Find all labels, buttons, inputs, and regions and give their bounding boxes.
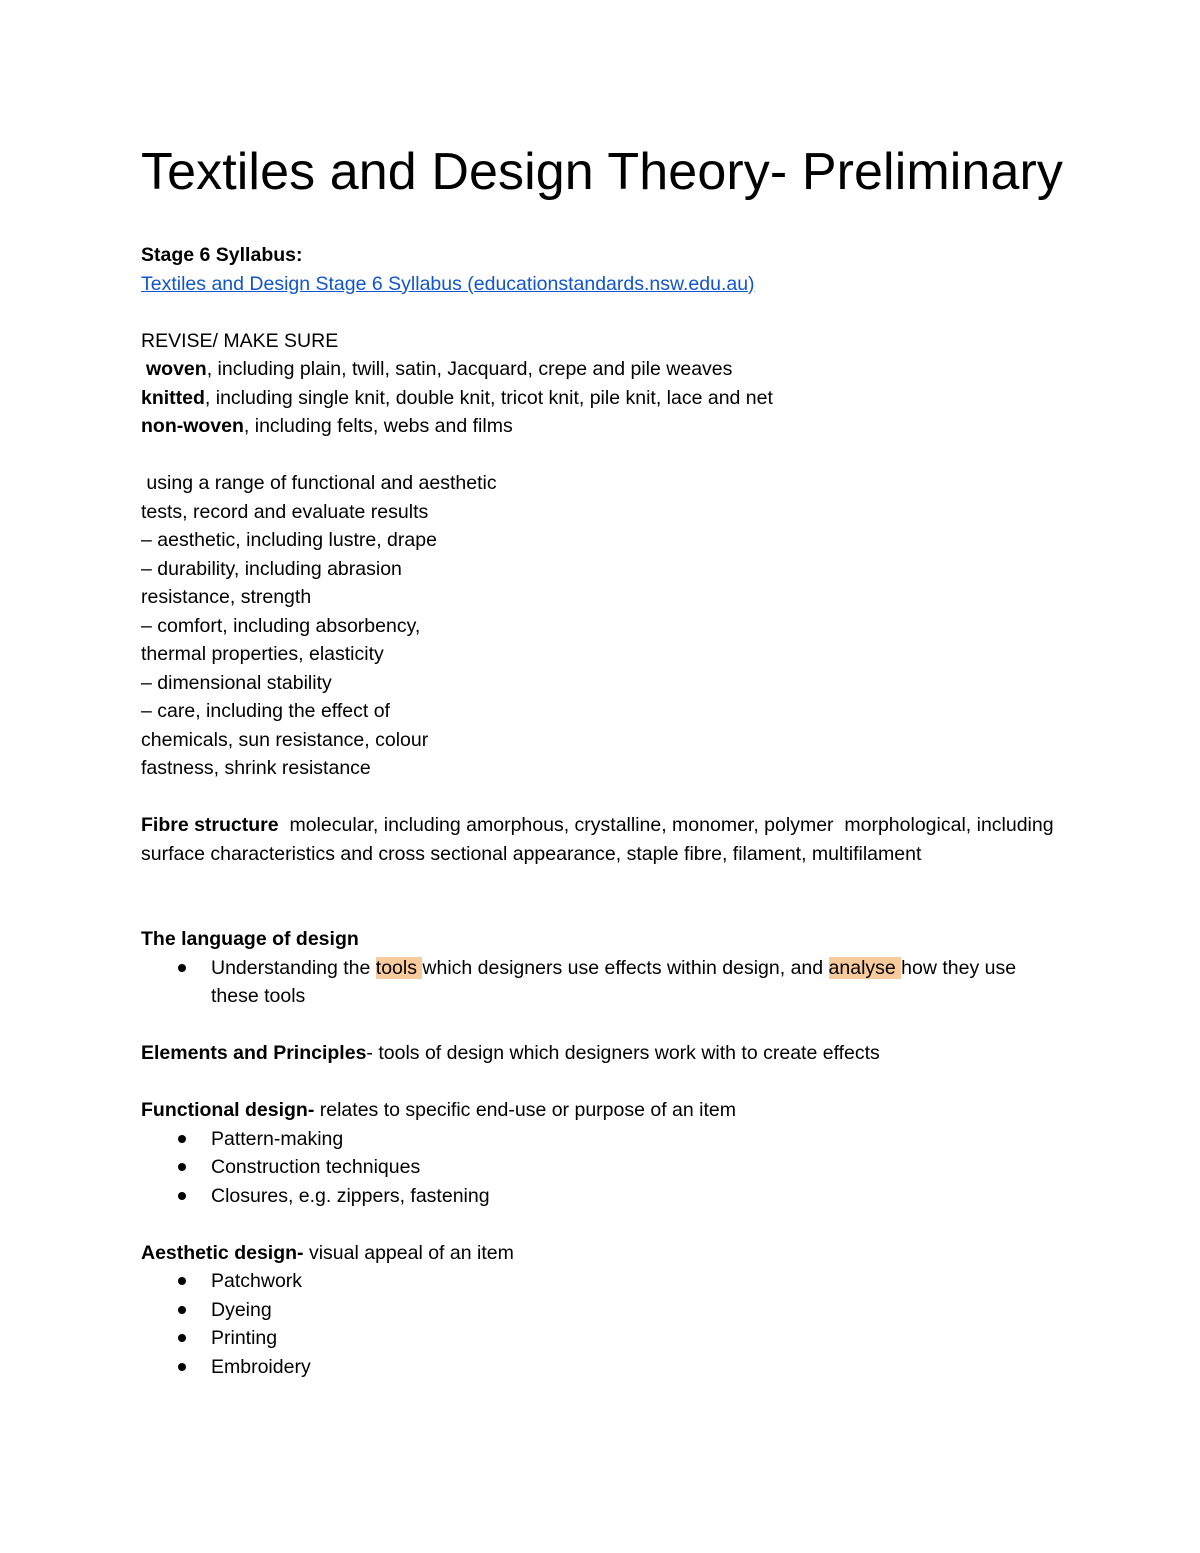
list-text: Understanding the (211, 956, 376, 979)
revise-item-knitted (141, 384, 1081, 413)
revise-item-non-woven (141, 412, 1081, 441)
bullet-icon (178, 1277, 186, 1285)
bullet-icon (178, 1363, 186, 1371)
bullet-icon (178, 1163, 186, 1171)
list-text: which designers use effects within design, and (422, 956, 829, 979)
list-text: Printing (211, 1327, 278, 1349)
fibre-paragraph (141, 811, 1066, 868)
bullet-icon (178, 1306, 186, 1314)
language-list (141, 954, 1081, 1011)
list-item (141, 1125, 1081, 1154)
bullet-icon (178, 1135, 186, 1143)
aesthetic-term: Aesthetic design- (141, 1241, 304, 1264)
revise-term: non-woven (141, 415, 244, 437)
syllabus-link[interactable]: Textiles and Design Stage 6 Syllabus (educationstandards.nsw.edu.au) (141, 272, 755, 295)
aesthetic-text: visual appeal of an item (303, 1241, 514, 1264)
list-item (141, 954, 1031, 1011)
list-item (141, 1182, 1081, 1211)
tests-line: thermal properties, elasticity (141, 643, 384, 665)
revise-item-woven (141, 355, 1081, 384)
language-heading: The language of design (141, 928, 359, 950)
revise-text: , including single knit, double knit, tricot knit, pile knit, lace and net (204, 386, 773, 409)
tests-line: fastness, shrink resistance (141, 757, 371, 779)
bullet-icon (178, 964, 186, 972)
functional-text: relates to specific end-use or purpose of an item (314, 1099, 736, 1121)
list-text: Closures, e.g. zippers, fastening (211, 1184, 490, 1207)
tests-line: – comfort, including absorbency, (141, 614, 421, 637)
tests-line: tests, record and evaluate results (141, 500, 429, 523)
revise-term: knitted (141, 386, 205, 409)
revise-heading: REVISE/ MAKE SURE (141, 329, 339, 352)
tests-line: – care, including the effect of (141, 700, 390, 722)
bullet-icon (178, 1334, 186, 1342)
elements-term: Elements and Principles (141, 1042, 367, 1064)
list-item (141, 1296, 1081, 1325)
revise-text: , including plain, twill, satin, Jacquard, crepe and pile weaves (206, 358, 733, 380)
list-item (141, 1267, 1081, 1296)
aesthetic-paragraph (141, 1239, 1081, 1268)
highlight-tools: tools (375, 956, 423, 979)
list-text: Pattern-making (211, 1127, 344, 1150)
list-text: Dyeing (211, 1298, 272, 1321)
list-text: Patchwork (211, 1270, 303, 1292)
tests-line: – durability, including abrasion (141, 557, 402, 580)
list-item (141, 1353, 1081, 1382)
tests-line: resistance, strength (141, 586, 312, 608)
list-text: Construction techniques (211, 1156, 421, 1178)
list-item (141, 1153, 1081, 1182)
highlight-analyse: analyse (828, 956, 902, 979)
fibre-term: Fibre structure (141, 814, 279, 836)
functional-term: Functional design- (141, 1099, 315, 1121)
syllabus-heading: Stage 6 Syllabus: (141, 244, 303, 266)
elements-paragraph (141, 1039, 1081, 1068)
document-page (141, 140, 1081, 1381)
revise-term: woven (146, 358, 207, 380)
list-text: Embroidery (211, 1355, 311, 1378)
fibre-text: molecular, including amorphous, crystalline, monomer, polymer morphological, including surface characteristics and cross sectional appearance, staple fibre, filament, multifilament (141, 814, 1060, 865)
revise-text: , including felts, webs and films (243, 415, 513, 437)
aesthetic-list (141, 1267, 1081, 1381)
functional-list (141, 1125, 1081, 1211)
elements-text: - tools of design which designers work with to create effects (366, 1042, 880, 1064)
page-title: Textiles and Design Theory- Preliminary (141, 143, 1063, 201)
tests-line: – aesthetic, including lustre, drape (141, 529, 437, 551)
tests-line: chemicals, sun resistance, colour (141, 728, 429, 751)
tests-line: using a range of functional and aesthetic (141, 472, 497, 494)
tests-line: – dimensional stability (141, 671, 332, 694)
list-item (141, 1324, 1081, 1353)
functional-paragraph (141, 1096, 1081, 1125)
bullet-icon (178, 1192, 186, 1200)
list-text: how they use these tools (211, 956, 1017, 1007)
